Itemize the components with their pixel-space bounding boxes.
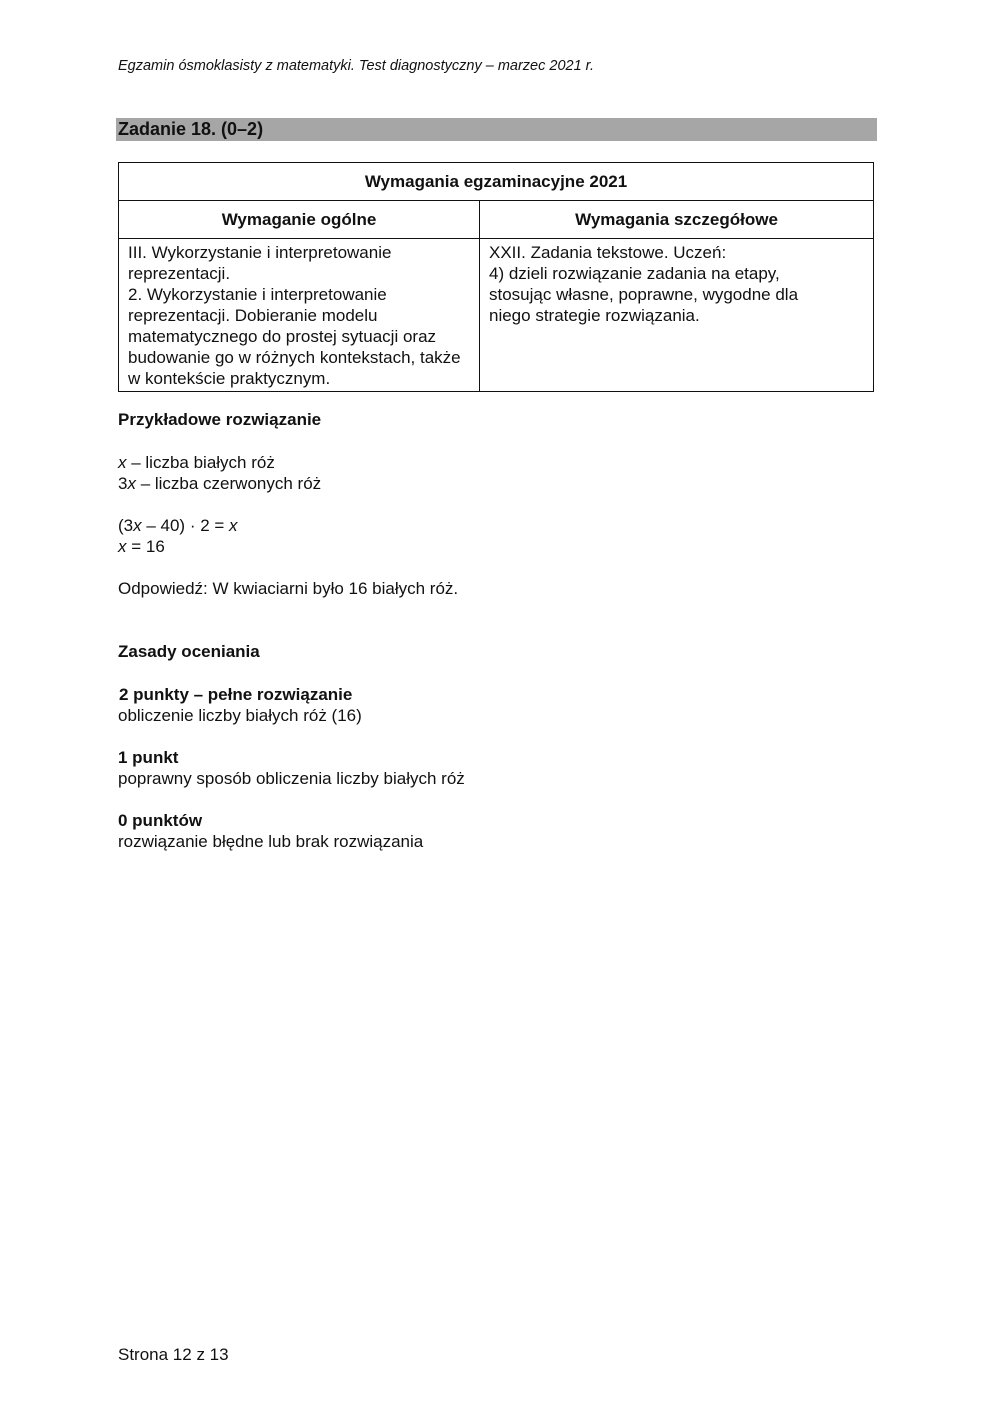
general-requirement-header: Wymaganie ogólne — [119, 201, 480, 239]
detailed-line: niego strategie rozwiązania. — [489, 306, 700, 325]
solution-heading: Przykładowe rozwiązanie — [118, 410, 322, 429]
equation-part: (3 — [118, 516, 134, 535]
var-symbol: x — [127, 474, 136, 493]
grading-level-desc: rozwiązanie błędne lub brak rozwiązania — [118, 832, 424, 851]
grading-heading: Zasady oceniania — [118, 642, 260, 661]
general-line: 2. Wykorzystanie i interpretowanie — [128, 285, 387, 304]
detailed-line: stosując własne, poprawne, wygodne dla — [489, 285, 799, 304]
grading-level-title: 1 punkt — [118, 748, 179, 767]
task-title-bar — [116, 118, 877, 141]
var-description: – liczba białych róż — [126, 453, 275, 472]
answer: Odpowiedź: W kwiaciarni było 16 białych róż. — [118, 579, 459, 598]
var-coefficient: 3 — [118, 474, 128, 493]
general-line: w kontekście praktycznym. — [128, 369, 331, 388]
general-line: budowanie go w różnych kontekstach, także — [128, 348, 461, 367]
general-line: matematycznego do prostej sytuacji oraz — [128, 327, 437, 346]
variable-red-roses — [118, 474, 321, 494]
grading-level-desc: obliczenie liczby białych róż (16) — [118, 706, 362, 725]
general-line: reprezentacji. — [128, 264, 231, 283]
var-symbol: x — [118, 453, 127, 472]
result-variable: x — [118, 537, 127, 556]
general-line: III. Wykorzystanie i interpretowanie — [128, 243, 392, 262]
equation-variable: x — [229, 516, 238, 535]
grading-level-title: 2 punkty – pełne rozwiązanie — [119, 685, 353, 704]
general-requirement-cell — [119, 239, 480, 392]
equation-variable: x — [133, 516, 142, 535]
var-description: – liczba czerwonych róż — [135, 474, 322, 493]
detailed-line: XXII. Zadania tekstowe. Uczeń: — [489, 243, 727, 262]
page-number: Strona 12 z 13 — [118, 1345, 229, 1364]
task-title: Zadanie 18. (0–2) — [118, 119, 264, 139]
detailed-line: 4) dzieli rozwiązanie zadania na etapy, — [489, 264, 780, 283]
general-line: reprezentacji. Dobieranie modelu — [128, 306, 378, 325]
requirements-table — [118, 162, 874, 392]
page-header: Egzamin ósmoklasisty z matematyki. Test diagnostyczny – marzec 2021 r. — [118, 58, 595, 74]
grading-level-title: 0 punktów — [118, 811, 203, 830]
variable-white-roses — [118, 453, 275, 473]
detailed-requirements-header: Wymagania szczegółowe — [480, 201, 874, 239]
equation-part: – 40) · 2 = — [141, 516, 230, 535]
grading-level-desc: poprawny sposób obliczenia liczby białych róż — [118, 769, 465, 788]
equation — [118, 516, 238, 536]
result-value: = 16 — [126, 537, 165, 556]
requirements-title: Wymagania egzaminacyjne 2021 — [119, 163, 874, 201]
equation-result — [118, 537, 165, 557]
detailed-requirements-cell — [480, 239, 874, 392]
